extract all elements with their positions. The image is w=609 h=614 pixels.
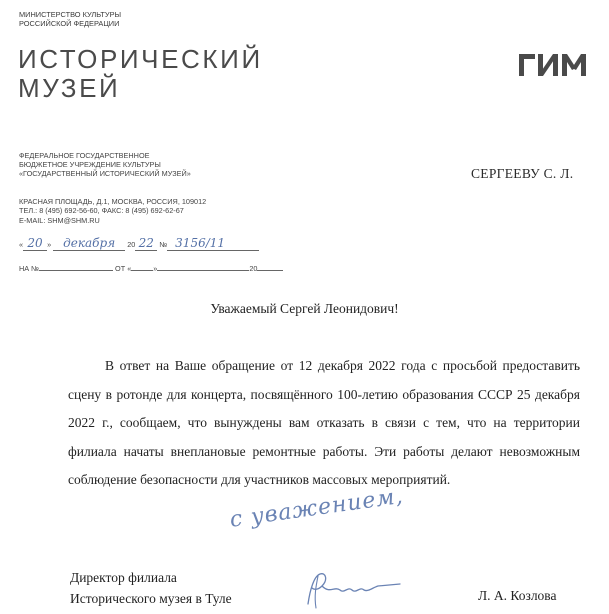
incoming-number-label: НА № <box>19 264 39 273</box>
ministry-line-1: МИНИСТЕРСТВО КУЛЬТУРЫ <box>19 10 122 19</box>
museum-name-line-2: МУЗЕЙ <box>18 73 121 103</box>
incoming-year-field <box>257 263 283 271</box>
incoming-number-field <box>39 263 113 271</box>
ministry-header <box>19 10 121 28</box>
outgoing-open-quote: « <box>19 240 24 249</box>
org-line-2: БЮДЖЕТНОЕ УЧРЕЖДЕНИЕ КУЛЬТУРЫ <box>19 160 161 170</box>
letter-body <box>68 352 580 495</box>
signer-title <box>70 567 232 609</box>
incoming-year-prefix: 20 <box>249 264 258 273</box>
incoming-reference-line <box>19 263 283 273</box>
outgoing-month: декабря <box>53 236 125 251</box>
outgoing-day: 20 <box>23 236 47 251</box>
gim-logo <box>518 52 588 78</box>
organization-block <box>19 151 191 179</box>
greeting: Уважаемый Сергей Леонидович! <box>210 301 399 316</box>
outgoing-close-quote: » <box>47 240 52 249</box>
body-paragraph: В ответ на Ваше обращение от 12 декабря 2022 года с просьбой предоставить сцену в ротонде для концерта, посвящённого 100-летию образования СССР 25 декабря 2022 г., сообщаем, что вынуждены вам отказать в связи с тем, что на территории филиала начаты внеплановые ремонтные работы. Эти работы делают невозможным соблюдение безопасности для участников массовых мероприятий. <box>68 358 580 488</box>
museum-name <box>18 45 263 103</box>
org-line-3: «ГОСУДАРСТВЕННЫЙ ИСТОРИЧЕСКИЙ МУЗЕЙ» <box>19 169 191 179</box>
ministry-line-2: РОССИЙСКОЙ ФЕДЕРАЦИИ <box>19 19 120 28</box>
recipient: СЕРГЕЕВУ С. Л. <box>471 166 574 181</box>
handwritten-signature <box>300 564 415 612</box>
incoming-month-field <box>157 263 249 271</box>
incoming-close-quote: » <box>153 264 158 273</box>
address-line: КРАСНАЯ ПЛОЩАДЬ, Д.1, МОСКВА, РОССИЯ, 109012 <box>19 197 207 206</box>
signer-title-line-2: Исторического музея в Туле <box>70 591 232 606</box>
museum-name-line-1: ИСТОРИЧЕСКИЙ <box>18 44 263 74</box>
signer-title-line-1: Директор филиала <box>70 570 177 585</box>
outgoing-year-prefix: 20 <box>127 240 136 249</box>
outgoing-number-sign: № <box>159 240 168 249</box>
org-line-1: ФЕДЕРАЛЬНОЕ ГОСУДАРСТВЕННОЕ <box>19 151 150 160</box>
address-block <box>19 197 206 225</box>
outgoing-number: 3156/11 <box>167 236 259 251</box>
signer-name: Л. А. Козлова <box>478 588 557 603</box>
phone-line: ТЕЛ.: 8 (495) 692-56-60, ФАКС: 8 (495) 692-62-67 <box>19 206 184 216</box>
incoming-day-field <box>131 263 153 271</box>
incoming-from-label: ОТ « <box>115 264 132 273</box>
outgoing-year: 22 <box>135 236 157 251</box>
email-line: E-MAIL: SHM@SHM.RU <box>19 215 100 225</box>
outgoing-date-line <box>19 236 259 251</box>
handwritten-closing: с уважением, <box>228 483 405 533</box>
